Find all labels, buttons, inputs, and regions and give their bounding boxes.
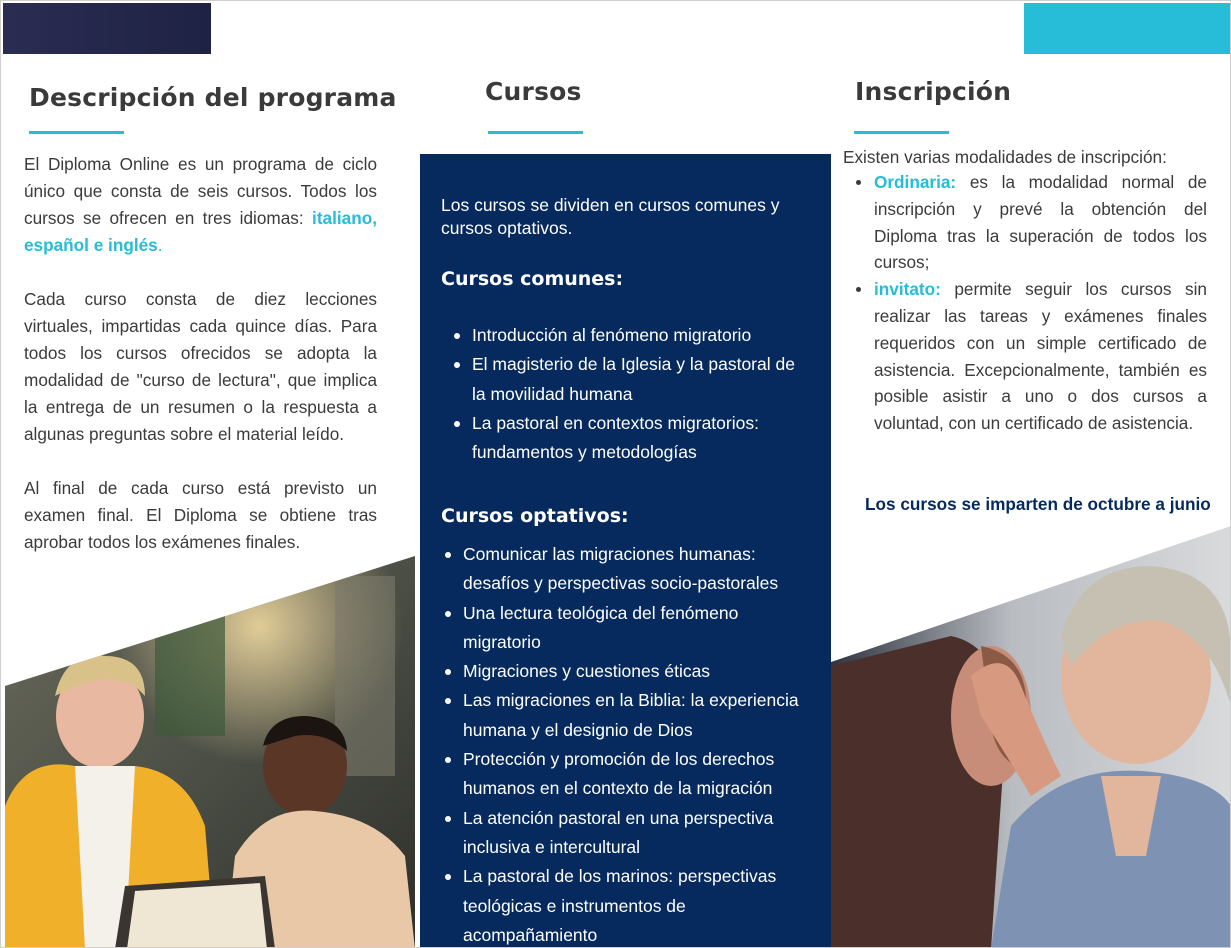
list-item: Migraciones y cuestiones éticas xyxy=(441,657,811,686)
adults-photo xyxy=(831,526,1231,948)
common-courses-list xyxy=(450,321,795,467)
list-item: Las migraciones en la Biblia: la experiencia humana y el designio de Dios xyxy=(441,686,811,745)
list-item: Protección y promoción de los derechos humanos en el contexto de la migración xyxy=(441,745,811,804)
students-photo xyxy=(5,556,415,948)
schedule-note: Los cursos se imparten de octubre a junio xyxy=(865,494,1211,514)
courses-intro: Los cursos se dividen en cursos comunes y cursos optativos. xyxy=(441,195,780,238)
paragraph-1 xyxy=(24,151,377,259)
list-item xyxy=(853,276,1207,437)
optional-courses-title: Cursos optativos: xyxy=(441,505,629,527)
option-label: Ordinaria: xyxy=(874,172,957,192)
list-item: La pastoral en contextos migratorios: fundamentos y metodologías xyxy=(450,409,795,468)
enrollment-options-list xyxy=(853,169,1207,437)
option-text: es la modalidad normal de inscripción y prevé la obtención del Diploma tras la superación de todos los cursos; xyxy=(874,172,1207,273)
list-item xyxy=(853,169,1207,276)
common-courses-title: Cursos comunes: xyxy=(441,268,624,290)
languages-highlight: italiano, español e inglés xyxy=(24,208,377,255)
option-label: invitato: xyxy=(874,279,941,300)
option-text: permite seguir los cursos sin realizar las tareas y exámenes finales requeridos con un simple certificado de asistencia. Excepcionalmente, también es posible asistir a uno o dos cursos a voluntad, con un certificado de asistencia. xyxy=(874,279,1207,434)
top-left-color-bar xyxy=(3,3,211,54)
courses-title: Cursos xyxy=(485,77,582,106)
title-underline xyxy=(29,131,124,134)
paragraph-3: Al final de cada curso está previsto un examen final. El Diploma se obtiene tras aprobar todos los exámenes finales. xyxy=(24,478,377,552)
top-right-color-bar xyxy=(1024,3,1231,54)
list-item: Introducción al fenómeno migratorio xyxy=(450,321,795,350)
list-item: El magisterio de la Iglesia y la pastoral de la movilidad humana xyxy=(450,350,795,409)
paragraph-1-end: . xyxy=(157,235,163,255)
list-item: La pastoral de los marinos: perspectivas teológicas e instrumentos de acompañamiento xyxy=(441,862,811,948)
students-photo-illustration xyxy=(5,556,415,948)
adults-photo-illustration xyxy=(831,526,1231,948)
enrollment-title: Inscripción xyxy=(855,77,1012,106)
program-description-title: Descripción del programa xyxy=(29,83,397,112)
title-underline xyxy=(854,131,949,134)
paragraph-2: Cada curso consta de diez lecciones virtuales, impartidas cada quince días. Para todos los cursos ofrecidos se adopta la modalidad de "curso de lectura", que implica la entrega de un resumen o la respuesta a algunas preguntas sobre el material leído. xyxy=(24,289,377,444)
title-underline xyxy=(488,131,583,134)
list-item: La atención pastoral en una perspectiva inclusiva e intercultural xyxy=(441,804,811,863)
list-item: Una lectura teológica del fenómeno migratorio xyxy=(441,599,811,658)
list-item: Comunicar las migraciones humanas: desafíos y perspectivas socio-pastorales xyxy=(441,540,811,599)
paragraph-1-text: El Diploma Online es un programa de ciclo único que consta de seis cursos. Todos los cursos se ofrecen en tres idiomas: xyxy=(24,154,377,228)
enrollment-intro: Existen varias modalidades de inscripción: xyxy=(843,147,1167,167)
program-description-text xyxy=(24,151,377,583)
optional-courses-list xyxy=(441,540,811,948)
